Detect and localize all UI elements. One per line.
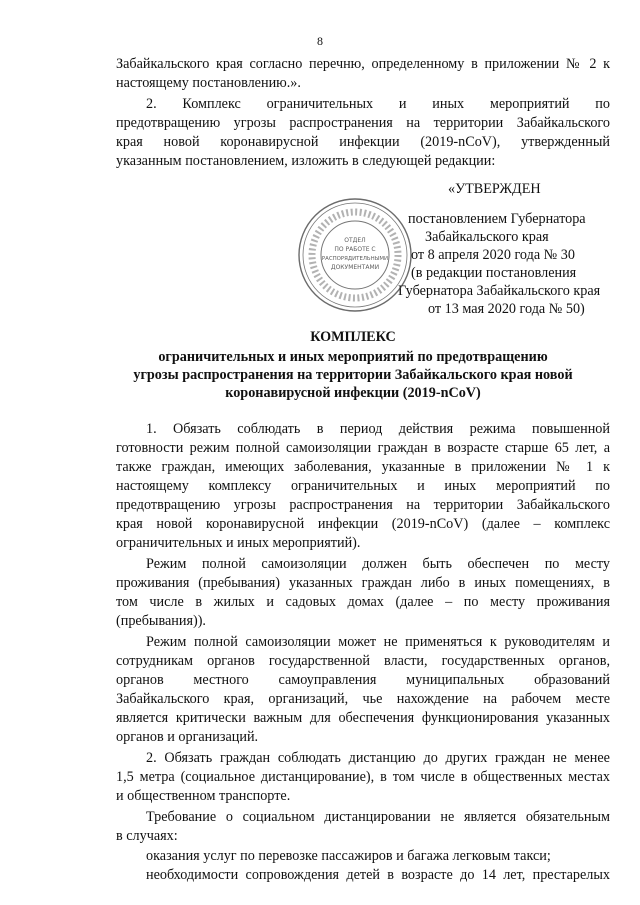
body-line: Режим полной самоизоляции должен быть обеспечен по месту [146,556,610,572]
body-line: готовности режим полной самоизоляции граждан в возрасте старше 65 лет, а [116,440,610,456]
body-line: является критически важным для обеспечения функционирования указанных [116,710,610,726]
body-line: предотвращению угрозы распространения на территории Забайкальского [116,497,610,513]
body-line: (пребывания)). [116,613,206,629]
intro-line: настоящему постановлению.». [116,75,301,91]
body-line: 2. Обязать граждан соблюдать дистанцию до других граждан не менее [146,750,610,766]
approval-line: постановлением Губернатора [408,211,586,227]
body-line: проживания (пребывания) указанных граждан либо в иных помещениях, в [116,575,610,591]
body-line: оказания услуг по перевозке пассажиров и багажа легковым такси; [146,848,551,864]
stamp-text-line: ПО РАБОТЕ С [334,246,376,253]
page-number: 8 [317,34,323,48]
stamp-text-line: ДОКУМЕНТАМИ [330,264,380,271]
body-line: 1,5 метра (социальное дистанцирование), в том числе в общественных местах [116,769,610,785]
heading-subline: ограничительных и иных мероприятий по предотвращению [158,349,548,365]
body-line: в случаях: [116,828,178,844]
intro-line: 2. Комплекс ограничительных и иных мероприятий по [146,96,610,112]
body-line: органов местного самоуправления муниципальных образований [116,672,610,688]
heading-subline: угрозы распространения на территории Забайкальского края новой [133,367,573,383]
document-heading: КОМПЛЕКС [310,329,396,345]
body-line: настоящему комплексу ограничительных и иных мероприятий по [116,478,610,494]
intro-line: Забайкальского края согласно перечню, определенному в приложении № 2 к [116,56,610,72]
body-line: и общественном транспорте. [116,788,291,804]
intro-line: края новой коронавирусной инфекции (2019-nCoV), утвержденный [116,134,610,150]
heading-subline: коронавирусной инфекции (2019-nCoV) [225,385,481,401]
stamp-text-line: ОТДЕЛ [344,237,366,244]
approval-line: (в редакции постановления [411,265,577,281]
official-stamp [296,196,414,314]
intro-line: предотвращению угрозы распространения на территории Забайкальского [116,115,610,131]
body-line: ограничительных и иных мероприятий). [116,535,361,551]
body-line: края новой коронавирусной инфекции (2019-nCoV) (далее – комплекс [116,516,610,532]
body-line: Требование о социальном дистанцировании не является обязательным [146,809,610,825]
stamp-text-line: РАСПОРЯДИТЕЛЬНЫМИ [321,256,389,262]
body-line: том числе в жилых и садовых домах (далее – по месту проживания [116,594,610,610]
body-line: необходимости сопровождения детей в возрасте до 14 лет, престарелых [146,867,610,883]
approval-line: от 8 апреля 2020 года № 30 [411,247,575,263]
approval-line: Губернатора Забайкальского края [398,283,601,299]
body-line: Режим полной самоизоляции может не применяться к руководителям и [146,634,610,650]
approval-line: Забайкальского края [425,229,549,245]
body-line: Забайкальского края, организаций, чье нахождение на рабочем месте [116,691,610,707]
body-line: также граждан, имеющих заболевания, указанные в приложении № 1 к [116,459,610,475]
approval-line: от 13 мая 2020 года № 50) [428,301,585,317]
intro-line: указанным постановлением, изложить в следующей редакции: [116,153,496,169]
body-line: сотрудникам органов государственной власти, государственных органов, [116,653,610,669]
approval-title: «УТВЕРЖДЕН [448,181,541,197]
body-line: органов и организаций. [116,729,259,745]
body-line: 1. Обязать соблюдать в период действия режима повышенной [146,421,610,437]
